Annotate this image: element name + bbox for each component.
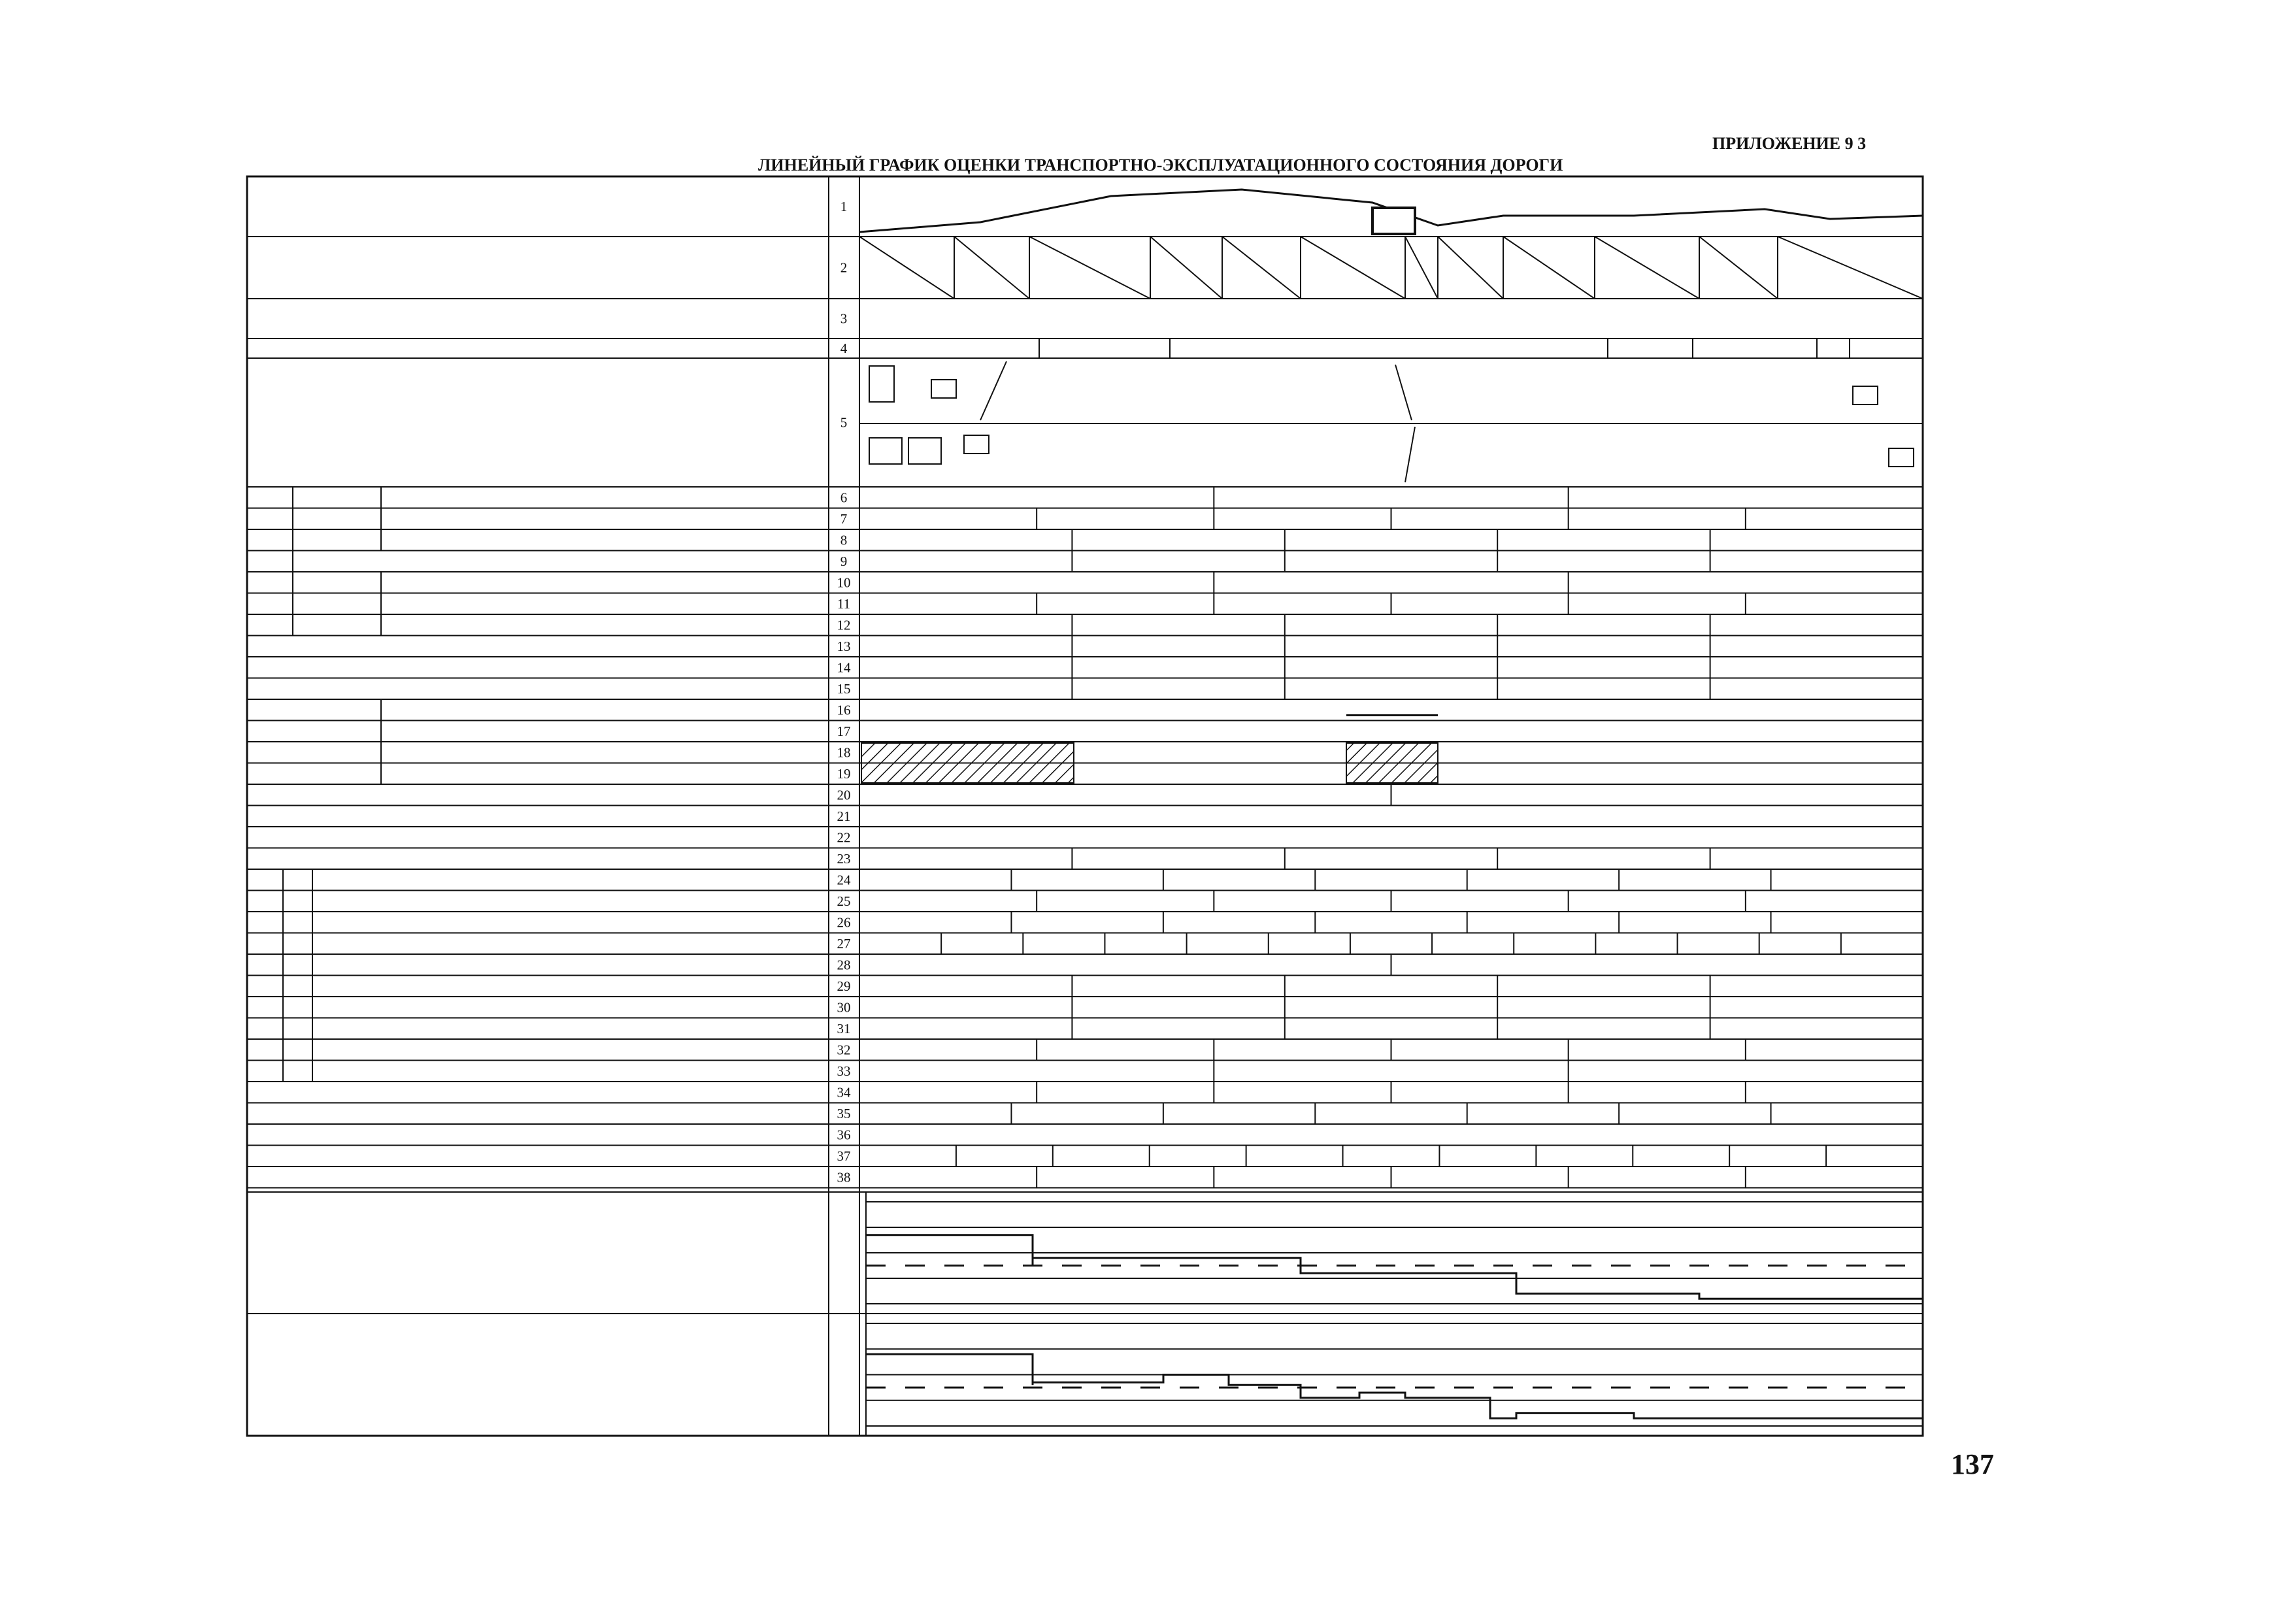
row-number: 5: [840, 414, 848, 431]
grade-slope: [1438, 237, 1503, 299]
row-number: 9: [840, 553, 848, 569]
indicator-step-line: [866, 1354, 1923, 1418]
lighting-hatch: [1346, 743, 1438, 783]
row-number: 35: [837, 1105, 851, 1121]
row-number: 36: [837, 1127, 851, 1143]
grade-slope: [1778, 237, 1923, 299]
row-number: 37: [837, 1148, 851, 1164]
row-number: 26: [837, 914, 851, 931]
row-number: 21: [837, 808, 851, 824]
row-number: 23: [837, 850, 851, 867]
side-road-line: [980, 361, 1006, 420]
bridge-mark: [1372, 208, 1415, 234]
grade-slope: [1301, 237, 1405, 299]
side-road-line: [1395, 365, 1412, 420]
row-number: 17: [837, 723, 851, 739]
grade-slope: [1595, 237, 1699, 299]
row-number: 14: [837, 659, 851, 676]
grade-slope: [1222, 237, 1301, 299]
settlement-block: [869, 438, 902, 464]
row-number: 10: [837, 574, 851, 591]
grade-slope: [1029, 237, 1150, 299]
lighting-hatch: [861, 743, 1074, 783]
document-title: ЛИНЕЙНЫЙ ГРАФИК ОЦЕНКИ ТРАНСПОРТНО-ЭКСПЛУАТАЦИОННОГО СОСТОЯНИЯ ДОРОГИ: [758, 156, 1563, 174]
row-number: 29: [837, 978, 851, 994]
settlement-block: [908, 438, 941, 464]
bus-stop-icon: [931, 380, 956, 398]
row-number: 20: [837, 787, 851, 803]
grade-slope: [1150, 237, 1222, 299]
row-number: 24: [837, 872, 851, 888]
grade-slope: [1699, 237, 1778, 299]
row-number: 25: [837, 893, 851, 909]
side-road-line: [1405, 427, 1415, 482]
row-number: 15: [837, 680, 851, 697]
grade-slope: [859, 237, 954, 299]
row-number: 34: [837, 1084, 851, 1101]
row-number: 7: [840, 510, 848, 527]
row-number: 28: [837, 957, 851, 973]
row-number: 27: [837, 935, 851, 952]
row-number: 31: [837, 1020, 851, 1036]
grade-slope: [1405, 237, 1438, 299]
row-number: 8: [840, 532, 848, 548]
grade-slope: [954, 237, 1029, 299]
row-number: 4: [840, 340, 848, 356]
indicator-step-line: [866, 1235, 1923, 1299]
appendix-label: ПРИЛОЖЕНИЕ 9 3: [1712, 134, 1867, 153]
bus-stop-icon: [1889, 448, 1914, 467]
bus-stop-icon: [964, 435, 989, 454]
row-number: 3: [840, 310, 848, 327]
settlement-block: [869, 366, 894, 402]
row-number: 11: [837, 595, 851, 612]
row-number: 2: [840, 259, 848, 276]
row-number: 38: [837, 1169, 851, 1185]
grade-slope: [1503, 237, 1595, 299]
bus-stop-icon: [1853, 386, 1878, 405]
row-number: 18: [837, 744, 851, 761]
row-number: 12: [837, 617, 851, 633]
row-number: 13: [837, 638, 851, 654]
row-number: 33: [837, 1063, 851, 1079]
row-number: 16: [837, 702, 851, 718]
row-number: 22: [837, 829, 851, 846]
row-number: 32: [837, 1042, 851, 1058]
row-number: 6: [840, 489, 848, 506]
page-number: 137: [1951, 1448, 1994, 1480]
row-number: 1: [840, 199, 848, 214]
row-number: 30: [837, 999, 851, 1016]
row-number: 19: [837, 765, 851, 782]
